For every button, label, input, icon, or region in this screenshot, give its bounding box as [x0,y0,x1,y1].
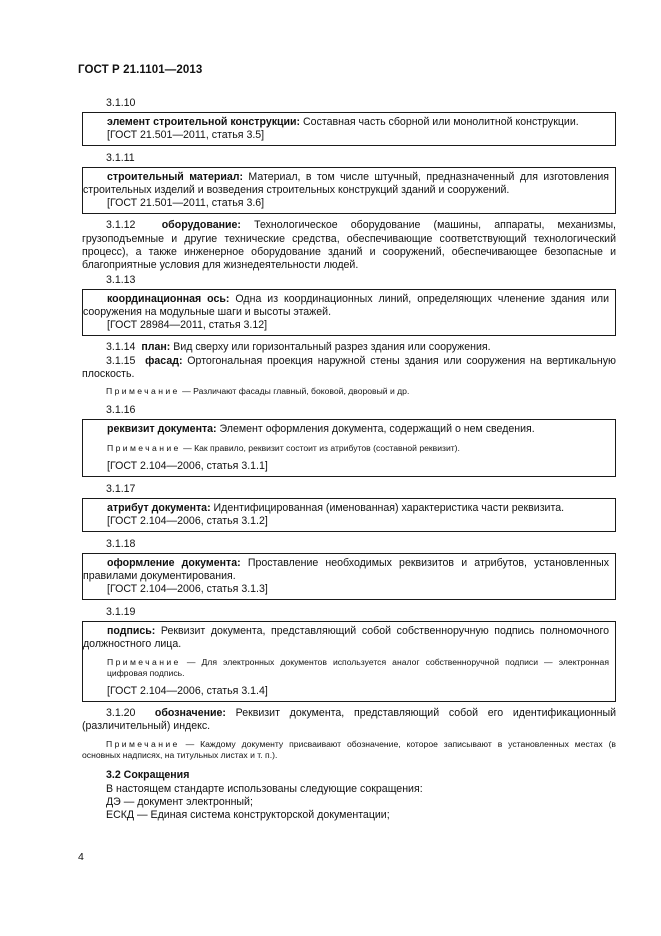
term-box-3-1-18 [82,553,616,600]
clause-3-1-12 [82,219,616,271]
term-text: Материал, в том числе штучный, предназначенный для изготовления строительных изделий и возведения строительных конструкций зданий и сооружений. [83,171,609,197]
term-definition [83,557,609,583]
term-text: Вид сверху или горизонтальный разрез здания или сооружения. [170,341,491,354]
note-label: Примечание [107,657,181,668]
term-text: Идентифицированная (именованная) характеристика части реквизита. [210,501,565,514]
clause-3-1-15 [82,355,616,381]
term-name: атрибут документа: [107,501,211,514]
term-definition [83,293,609,319]
term-name: фасад: [145,355,183,368]
clause-number: 3.1.19 [106,606,136,619]
note-3-1-20 [82,739,616,761]
clause-number: 3.1.18 [106,537,136,550]
note-3-1-16 [83,443,609,454]
term-name: реквизит документа: [107,423,217,436]
term-box-3-1-17 [82,498,616,532]
note-text: — Различают фасады главный, боковой, дворовый и др. [179,386,410,397]
term-name: план: [141,341,171,354]
term-definition [83,171,609,197]
clause-number: 3.1.10 [106,97,136,109]
term-text: Составная часть сборной или монолитной конструкции. [300,116,579,128]
term-source: [ГОСТ 21.501—2011, статья 3.5] [107,129,265,142]
clause-3-1-20 [82,707,616,733]
page-content [82,96,616,822]
clause-number: 3.1.12 [106,219,136,232]
term-text: Ортогональная проекция наружной стены здания или сооружения на вертикальную плоскость. [82,355,616,381]
clause-number: 3.1.15 [106,355,136,368]
term-text: Одна из координационных линий, определяющих членение здания или сооружения на модульные шаги и высоты этажей. [83,292,609,318]
term-box-3-1-10 [82,112,616,146]
clause-number: 3.1.14 [106,341,136,354]
term-text: Проставление необходимых реквизитов и атрибутов, установленных правилами документирования. [83,556,610,582]
term-source: [ГОСТ 2.104—2006, статья 3.1.1] [107,459,268,472]
term-source: [ГОСТ 2.104—2006, статья 3.1.2] [107,514,268,527]
abbreviation-item: ЕСКД — Единая система конструкторской документации; [106,808,390,821]
note-label: Примечание [106,738,180,749]
note-label: Примечание [106,386,180,397]
term-name: подпись: [107,625,156,638]
term-text: Элемент оформления документа, содержащий о нем сведения. [216,423,535,436]
term-source: [ГОСТ 21.501—2011, статья 3.6] [107,197,265,210]
clause-number: 3.1.13 [106,273,136,286]
term-source: [ГОСТ 2.104—2006, статья 3.1.3] [107,582,268,595]
note-label: Примечание [107,442,181,453]
note-3-1-15 [82,386,616,397]
note-text: — Для электронных документов используется аналог собственноручной подписи — электронная цифровая подпись. [107,657,609,679]
page-number: 4 [78,851,84,863]
term-name: строительный материал: [107,171,244,184]
section-heading: 3.2 Сокращения [106,768,190,781]
clause-3-1-14 [82,341,616,354]
term-name: обозначение: [154,707,226,720]
term-name: элемент строительной конструкции: [107,116,301,128]
term-box-3-1-11 [82,167,616,214]
clause-number: 3.1.16 [106,404,136,417]
section-intro: В настоящем стандарте использованы следующие сокращения: [106,782,423,795]
term-definition [83,423,609,436]
note-3-1-19 [83,657,609,679]
term-text: Реквизит документа, представляющий собой собственноручную подпись полномочного должностного лица. [83,625,609,651]
term-definition [83,116,609,129]
term-source: [ГОСТ 28984—2011, статья 3.12] [107,319,268,332]
term-source: [ГОСТ 2.104—2006, статья 3.1.4] [107,685,268,698]
term-name: оформление документа: [107,556,241,569]
term-text: Технологическое оборудование (машины, аппараты, механизмы, грузоподъемные и другие технические средства, обеспечивающие соответствующий технологический процесс), а также инженерное оборудование зданий и сооружений, обеспечивающее безопасные и благоприятные условия для жизнедеятельности людей. [82,219,617,271]
page-header: ГОСТ Р 21.1101—2013 [78,64,203,76]
note-text: — Каждому документу присваивают обозначение, которое записывают в установленных местах (в основных надписях, на титульных листах и т. п.). [82,738,616,760]
term-box-3-1-16 [82,419,616,476]
term-definition [83,502,609,515]
clause-number: 3.1.20 [106,707,136,720]
clause-number: 3.1.11 [106,152,135,165]
term-definition [83,625,609,651]
term-name: оборудование: [161,219,241,232]
term-box-3-1-19 [82,621,616,702]
term-box-3-1-13 [82,289,616,336]
abbreviation-item: ДЭ — документ электронный; [106,795,253,808]
term-text: Реквизит документа, представляющий собой его идентификационный (различительный) индекс. [82,707,616,733]
note-text: — Как правило, реквизит состоит из атрибутов (составной реквизит). [180,442,460,453]
term-name: координационная ось: [107,292,230,305]
clause-number: 3.1.17 [106,482,136,495]
